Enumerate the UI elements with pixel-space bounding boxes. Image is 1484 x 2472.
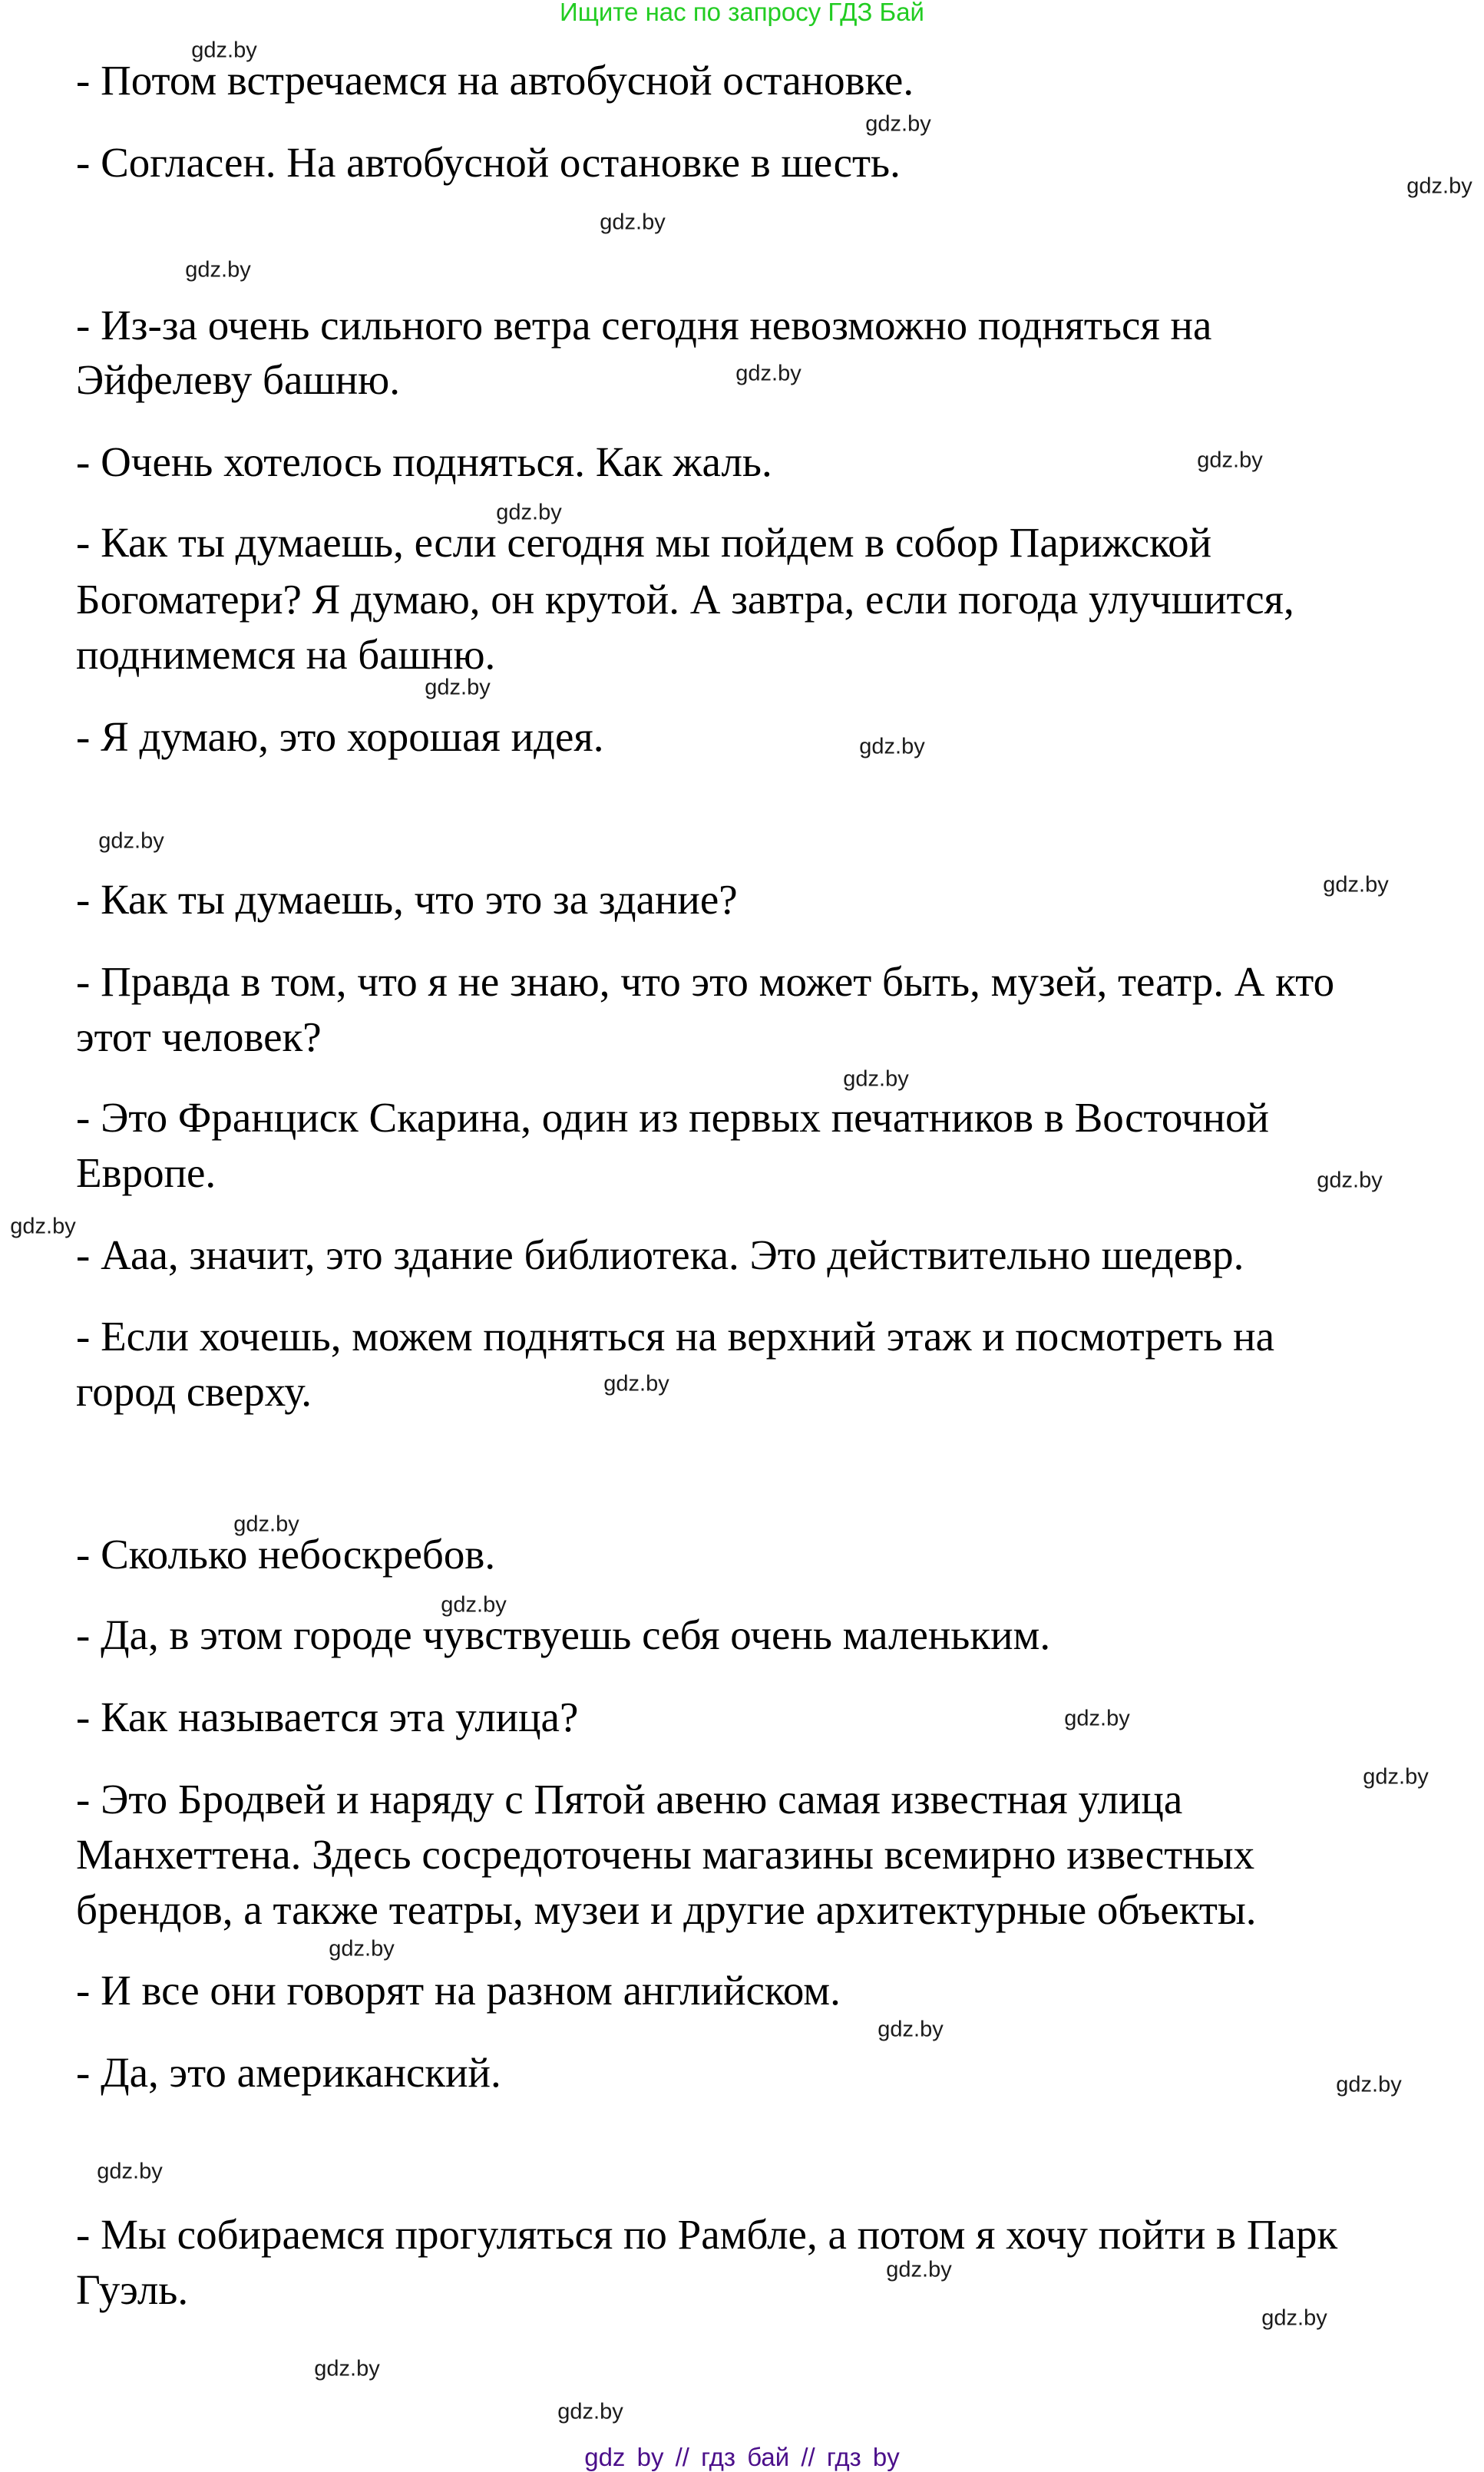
text-line: - Мы собираемся прогуляться по Рамбле, а потом я хочу пойти в Парк bbox=[76, 2211, 1338, 2258]
search-hint-banner: Ищите нас по запросу ГДЗ Бай bbox=[560, 0, 924, 26]
watermark: gdz.by bbox=[10, 1214, 76, 1239]
text-line: Европе. bbox=[76, 1149, 216, 1196]
watermark: gdz.by bbox=[603, 1371, 669, 1396]
text-line: - Если хочешь, можем подняться на верхний этаж и посмотреть на bbox=[76, 1313, 1275, 1360]
watermark: gdz.by bbox=[97, 2159, 163, 2184]
text-line: брендов, а также театры, музеи и другие архитектурные объекты. bbox=[76, 1886, 1257, 1933]
watermark: gdz.by bbox=[233, 1512, 299, 1537]
text-line: - Это Бродвей и наряду с Пятой авеню самая известная улица bbox=[76, 1776, 1183, 1823]
watermark: gdz.by bbox=[600, 210, 666, 235]
watermark: gdz.by bbox=[441, 1592, 507, 1618]
text-line: - Как называется эта улица? bbox=[76, 1694, 579, 1740]
watermark: gdz.by bbox=[859, 734, 925, 759]
watermark: gdz.by bbox=[496, 500, 562, 525]
text-line: - Сколько небоскребов. bbox=[76, 1531, 496, 1578]
text-line: город сверху. bbox=[76, 1368, 312, 1415]
text-line: поднимемся на башню. bbox=[76, 631, 496, 678]
watermark: gdz.by bbox=[843, 1066, 909, 1092]
watermark: gdz.by bbox=[1317, 1168, 1383, 1193]
footer-links: gdz by // гдз бай // гдз by bbox=[584, 2443, 900, 2471]
text-line: - Как ты думаешь, если сегодня мы пойдем в собор Парижской bbox=[76, 519, 1212, 566]
watermark: gdz.by bbox=[735, 361, 801, 386]
watermark: gdz.by bbox=[314, 2356, 380, 2381]
text-line: - Согласен. На автобусной остановке в шесть. bbox=[76, 139, 901, 186]
text-line: - И все они говорят на разном английском. bbox=[76, 1967, 841, 2014]
watermark: gdz.by bbox=[1323, 872, 1389, 897]
watermark: gdz.by bbox=[878, 2017, 944, 2042]
watermark: gdz.by bbox=[191, 38, 257, 63]
watermark: gdz.by bbox=[1197, 448, 1263, 473]
watermark: gdz.by bbox=[1363, 1764, 1429, 1790]
text-line: - Да, в этом городе чувствуешь себя очень маленьким. bbox=[76, 1611, 1051, 1658]
watermark: gdz.by bbox=[98, 828, 164, 854]
watermark: gdz.by bbox=[1336, 2072, 1402, 2097]
watermark: gdz.by bbox=[865, 111, 931, 137]
text-line: - Как ты думаешь, что это за здание? bbox=[76, 876, 738, 923]
text-line: Эйфелеву башню. bbox=[76, 356, 401, 403]
text-line: - Очень хотелось подняться. Как жаль. bbox=[76, 438, 772, 485]
watermark: gdz.by bbox=[425, 675, 491, 700]
text-line: Гуэль. bbox=[76, 2266, 189, 2313]
text-line: - Это Франциск Скарина, один из первых печатников в Восточной bbox=[76, 1094, 1269, 1141]
text-line: Богоматери? Я думаю, он крутой. А завтра, если погода улучшится, bbox=[76, 576, 1294, 623]
text-line: - Ааа, значит, это здание библиотека. Это действительно шедевр. bbox=[76, 1231, 1244, 1278]
text-line: - Я думаю, это хорошая идея. bbox=[76, 713, 604, 760]
watermark: gdz.by bbox=[557, 2399, 623, 2424]
watermark: gdz.by bbox=[185, 257, 251, 283]
watermark: gdz.by bbox=[329, 1936, 395, 1961]
text-line: - Из-за очень сильного ветра сегодня невозможно подняться на bbox=[76, 302, 1212, 349]
text-line: Манхеттена. Здесь сосредоточены магазины всемирно известных bbox=[76, 1831, 1255, 1878]
text-line: - Потом встречаемся на автобусной остановке. bbox=[76, 57, 914, 104]
watermark: gdz.by bbox=[1064, 1706, 1130, 1731]
watermark: gdz.by bbox=[1406, 174, 1472, 199]
text-line: этот человек? bbox=[76, 1013, 322, 1060]
watermark: gdz.by bbox=[886, 2257, 952, 2282]
text-line: - Да, это американский. bbox=[76, 2049, 501, 2096]
watermark: gdz.by bbox=[1261, 2305, 1327, 2331]
text-line: - Правда в том, что я не знаю, что это может быть, музей, театр. А кто bbox=[76, 958, 1335, 1005]
